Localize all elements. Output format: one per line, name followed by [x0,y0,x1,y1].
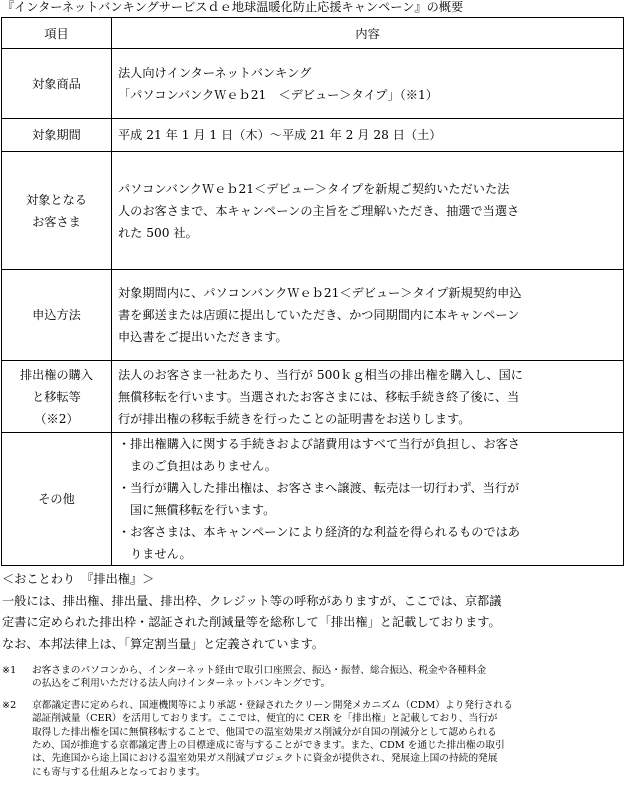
content-line: 書を郵送または店頭に提出していただき、かつ同期間内に本キャンペーン [118,308,520,322]
table-row-apply [2,270,624,361]
notice-line: なお、本邦法律上は、「算定割当量」と定義されています。 [2,636,324,651]
notice-section [2,569,624,655]
label-product: 対象商品 [2,49,112,119]
bullet-item: ・お客さまは、本キャンペーンにより経済的な利益を得られるものではあ [118,525,520,539]
content-line: れた 500 社。 [118,225,198,240]
footnote-2 [2,699,624,779]
document-title: 『インターネットバンキングサービスｄｅ地球温暖化防止応援キャンペーン』の概要 [2,0,464,14]
footnote-line: 取得した排出権を国に無償移転することで、他国での温室効果ガス削減分が自国の削減分として認められる [32,726,497,738]
footnote-mark: ※1 [2,665,17,676]
footnote-line: は、先進国から途上国における温室効果ガス削減プロジェクトに資金が提供され、発展途上国の持続的発展 [32,753,498,765]
label-target [2,152,112,270]
content-line: 人のお客さまで、本キャンペーンの主旨をご理解いただき、抽選で当選さ [118,203,520,218]
content-line: 法人のお客さま一社あたり、当行が 500ｋｇ相当の排出権を購入し、国に [118,367,523,382]
footnote-mark: ※2 [2,699,17,711]
bullet-item-continued: まのご負担はありません。 [130,459,277,473]
footnote-line: ため、国が推進する京都議定書上の目標達成に寄与することができます。また、CDM を通じた排出権の取引 [32,740,505,752]
content-line: 無償移転を行います。当選されたお客さまには、移転手続き終了後に、当 [118,389,520,404]
bullet-item-continued: 国に無償移転を行います。 [130,503,276,517]
header-content: 内容 [112,18,624,49]
content-line: 行が排出権の移転手続きを行ったことの証明書をお送りします。 [118,411,471,426]
overview-table [1,17,624,566]
label-line: お客さま [32,214,81,229]
footnote-line: にも寄与する仕組みとなっております。 [32,766,206,778]
notice-heading: ＜おことわり 『排出権』＞ [2,572,155,586]
bullet-item-continued: りません。 [130,547,192,561]
footnote-line: 認証削減量（CER）を活用しております。ここでは、便宜的に CER を「排出権」と記載しており、当行が [32,713,498,725]
content-line: 対象期間内に、パソコンバンクＷｅｂ21＜デビュー＞タイプ新規契約申込 [118,286,522,300]
footnote-line: 京都議定書に定められ、国連機関等により承認・登録されたクリーン開発メカニズム（CDM）より発行される [32,699,513,711]
content-purchase [112,361,624,433]
table-row-other [2,433,624,566]
label-period: 対象期間 [2,119,112,152]
label-apply: 申込方法 [2,270,112,361]
table-header-row [2,18,624,49]
bullet-item: ・排出権購入に関する手続きおよび諸費用はすべて当行が負担し、お客さ [118,437,520,451]
content-line: 平成 21 年 1 月 1 日（木）～平成 21 年 2 月 28 日（土） [118,128,442,142]
label-purchase [2,361,112,433]
content-line: 法人向けインターネットバンキング [118,65,312,80]
footnote-1 [2,664,624,691]
table-row-product [2,49,624,119]
footnote-line: の払込をご利用いただける法人向けインターネットバンキングです。 [32,678,331,690]
notice-line: 一般には、排出権、排出量、排出枠、クレジット等の呼称がありますが、ここでは、京都議 [2,593,502,608]
bullet-item: ・当行が購入した排出権は、お客さまへ譲渡、転売は一切行わず、当行が [118,481,520,495]
label-line: と移転等 [32,389,81,404]
content-period [112,119,624,152]
content-line: パソコンバンクＷｅｂ21＜デビュー＞タイプを新規ご契約いただいた法 [118,181,510,196]
notice-line: 定書に定められた排出枠・認証された削減量等を総称して「排出権」と記載しております。 [2,615,501,629]
label-other: その他 [2,433,112,566]
content-apply [112,270,624,361]
content-target [112,152,624,270]
header-item: 項目 [2,18,112,49]
content-other [112,433,624,566]
content-line: 申込書をご提出いただきます。 [118,330,288,344]
label-line: （※2） [34,411,79,426]
content-line: 「パソコンバンクＷｅｂ21 ＜デビュー＞タイプ」（※1） [118,87,438,102]
table-row-period [2,119,624,152]
table-row-target [2,152,624,270]
content-product [112,49,624,119]
label-line: 対象となる [26,192,87,207]
footnote-line: お客さまのパソコンから、インターネット経由で取引口座照会、振込・振替、総合振込、税金や各種料金 [32,665,487,676]
footnotes [2,664,624,787]
table-row-purchase [2,361,624,433]
label-line: 排出権の購入 [19,367,94,382]
